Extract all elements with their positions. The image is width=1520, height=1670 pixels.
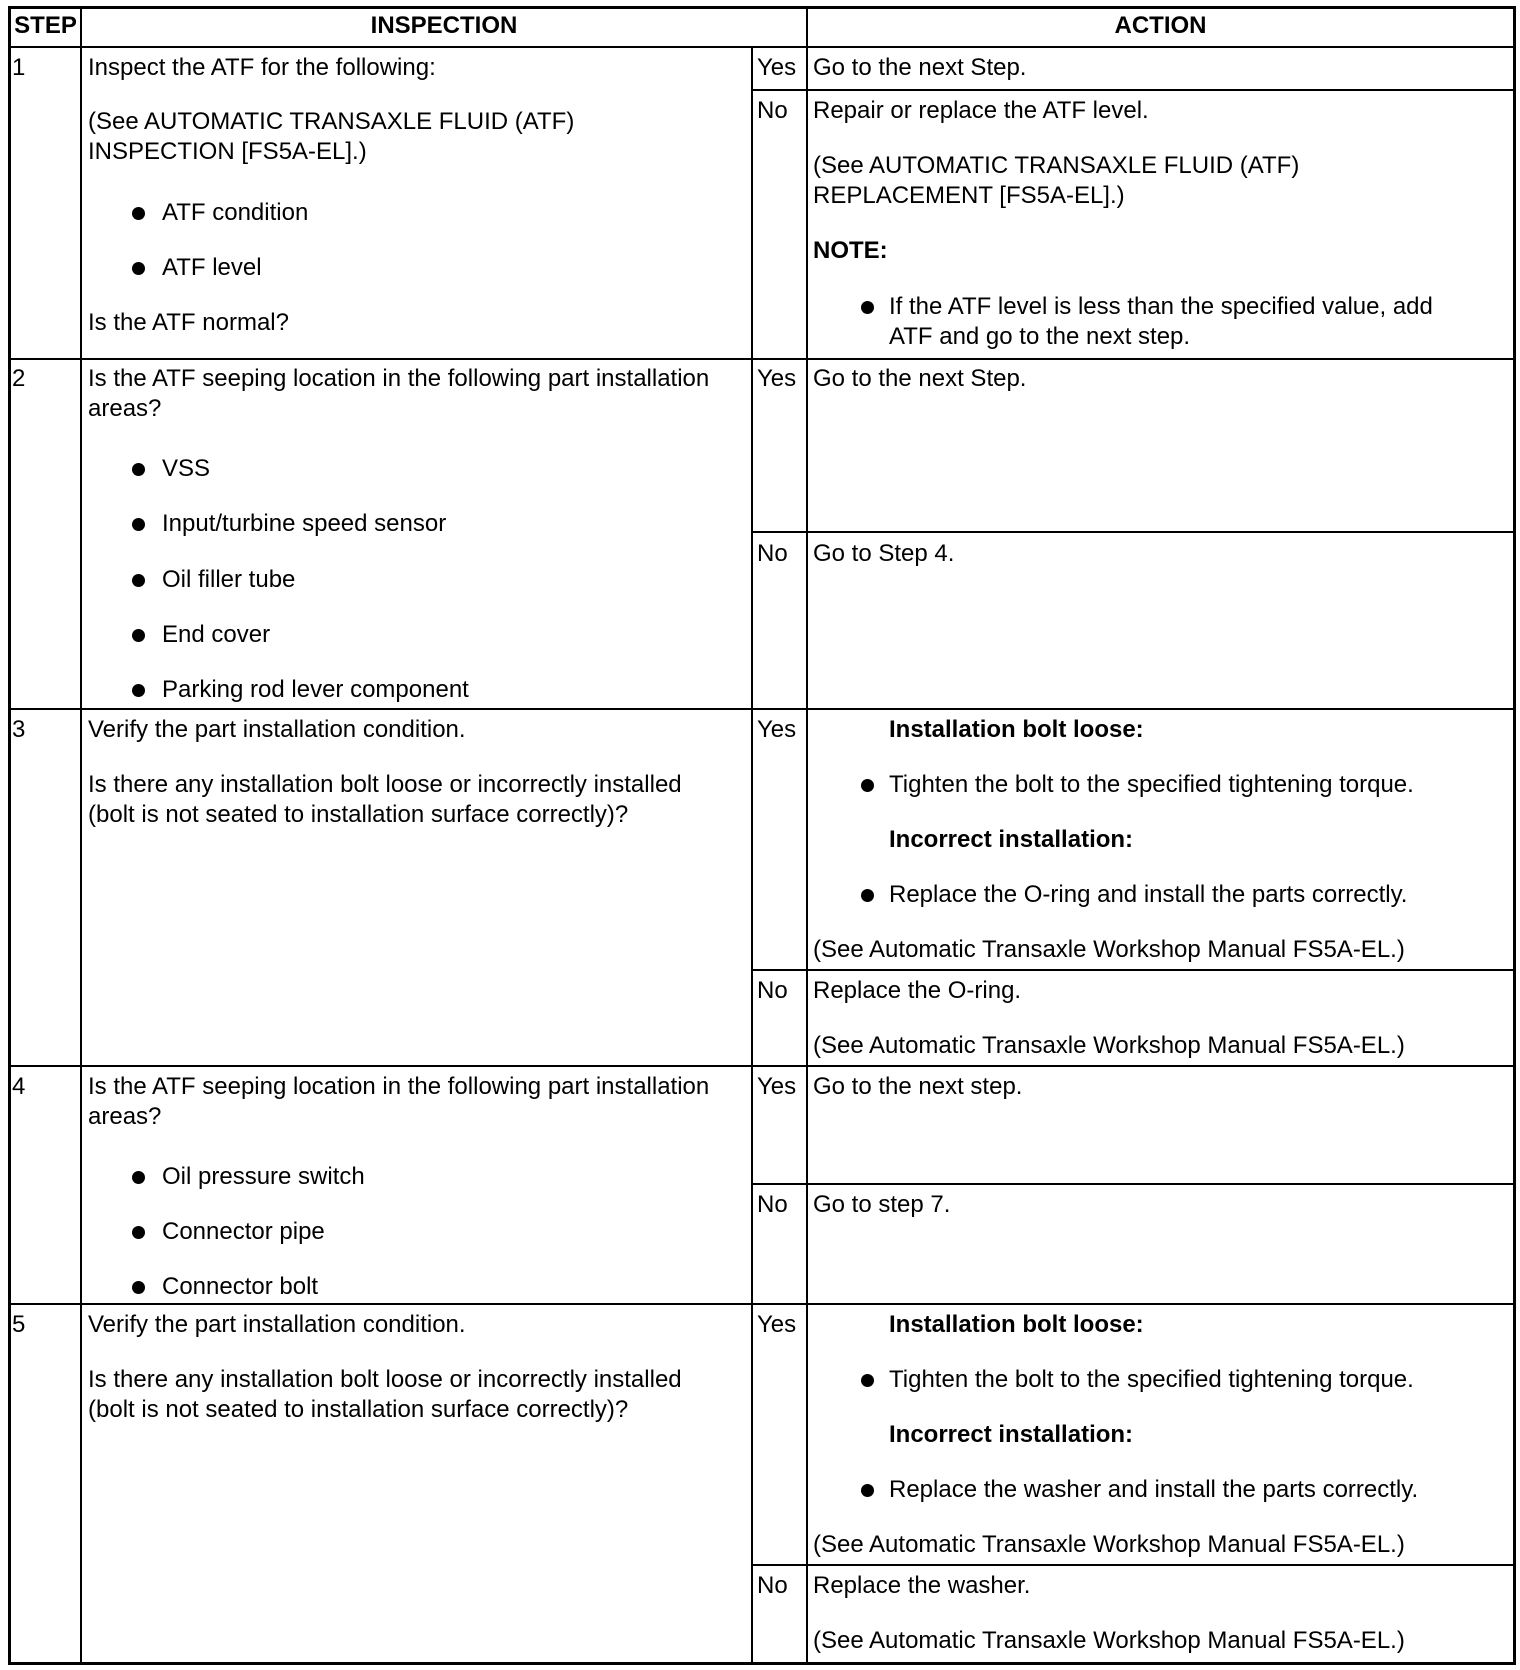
inspection-text: Is there any installation bolt loose or incorrectly installed: [88, 1366, 682, 1393]
bullet-icon: [132, 574, 145, 587]
note-text: ATF and go to the next step.: [889, 323, 1191, 350]
bullet-icon: [861, 889, 874, 902]
inspection-text: (bolt is not seated to installation surface correctly)?: [88, 801, 629, 828]
bullet-icon: [132, 463, 145, 476]
action-text: Replace the washer.: [813, 1572, 1031, 1599]
step-number: 3: [12, 716, 26, 743]
action-reference: (See Automatic Transaxle Workshop Manual FS5A-EL.): [813, 936, 1405, 963]
header-inspection: INSPECTION: [370, 12, 518, 39]
bullet-icon: [132, 1171, 145, 1184]
action-text: Go to the next step.: [813, 1073, 1023, 1100]
bullet-icon: [861, 301, 874, 314]
no-label: No: [757, 977, 788, 1004]
inspection-text: areas?: [88, 395, 162, 422]
inspection-bullet: Oil pressure switch: [162, 1163, 365, 1190]
action-bullet: Replace the O-ring and install the parts correctly.: [889, 881, 1408, 908]
inspection-text: (bolt is not seated to installation surface correctly)?: [88, 1396, 629, 1423]
action-heading: Incorrect installation:: [889, 826, 1134, 853]
note-label: NOTE:: [813, 237, 888, 264]
inspection-bullet: Parking rod lever component: [162, 676, 469, 703]
step-number: 1: [12, 54, 26, 81]
action-text: Repair or replace the ATF level.: [813, 97, 1149, 124]
yes-no-divider: [751, 531, 1516, 533]
header-action: ACTION: [1114, 12, 1207, 39]
header-divider: [8, 46, 1516, 48]
action-bullet: Replace the washer and install the parts correctly.: [889, 1476, 1419, 1503]
inspection-bullet: End cover: [162, 621, 271, 648]
yes-label: Yes: [757, 716, 797, 743]
no-label: No: [757, 97, 788, 124]
action-text: Replace the O-ring.: [813, 977, 1022, 1004]
bullet-icon: [132, 629, 145, 642]
inspection-bullet: ATF level: [162, 254, 262, 281]
note-text: If the ATF level is less than the specified value, add: [889, 293, 1433, 320]
action-reference: (See Automatic Transaxle Workshop Manual FS5A-EL.): [813, 1032, 1405, 1059]
row-divider: [8, 358, 1516, 360]
action-text: (See AUTOMATIC TRANSAXLE FLUID (ATF): [813, 152, 1300, 179]
action-reference: (See Automatic Transaxle Workshop Manual FS5A-EL.): [813, 1531, 1405, 1558]
yes-no-divider: [751, 89, 1516, 91]
bullet-icon: [132, 518, 145, 531]
bullet-icon: [861, 1374, 874, 1387]
yes-no-divider: [751, 1564, 1516, 1566]
step-number: 5: [12, 1311, 26, 1338]
bullet-icon: [132, 684, 145, 697]
inspection-bullet: Connector bolt: [162, 1273, 319, 1300]
action-heading: Incorrect installation:: [889, 1421, 1134, 1448]
yes-label: Yes: [757, 1311, 797, 1338]
action-heading: Installation bolt loose:: [889, 716, 1144, 743]
inspection-bullet: ATF condition: [162, 199, 309, 226]
diagnostic-table: [8, 6, 1516, 1665]
yes-label: Yes: [757, 1073, 797, 1100]
action-text: Go to the next Step.: [813, 54, 1027, 81]
no-label: No: [757, 1191, 788, 1218]
inspection-text: Verify the part installation condition.: [88, 1311, 466, 1338]
header-step: STEP: [14, 12, 77, 39]
inspection-bullet: Input/turbine speed sensor: [162, 510, 447, 537]
action-bullet: Tighten the bolt to the specified tightening torque.: [889, 771, 1414, 798]
no-label: No: [757, 1572, 788, 1599]
action-heading: Installation bolt loose:: [889, 1311, 1144, 1338]
bullet-icon: [861, 779, 874, 792]
column-divider: [751, 46, 753, 1665]
row-divider: [8, 708, 1516, 710]
inspection-bullet: Connector pipe: [162, 1218, 325, 1245]
inspection-bullet: VSS: [162, 455, 211, 482]
inspection-text: areas?: [88, 1103, 162, 1130]
row-divider: [8, 1065, 1516, 1067]
inspection-text: (See AUTOMATIC TRANSAXLE FLUID (ATF): [88, 108, 575, 135]
row-divider: [8, 1303, 1516, 1305]
column-divider: [806, 6, 808, 1665]
yes-label: Yes: [757, 54, 797, 81]
inspection-question: Is the ATF normal?: [88, 309, 289, 336]
action-reference: (See Automatic Transaxle Workshop Manual FS5A-EL.): [813, 1627, 1405, 1654]
bullet-icon: [132, 262, 145, 275]
bullet-icon: [132, 207, 145, 220]
step-number: 2: [12, 365, 26, 392]
column-divider: [80, 6, 82, 1665]
step-number: 4: [12, 1073, 26, 1100]
yes-no-divider: [751, 1183, 1516, 1185]
bullet-icon: [861, 1484, 874, 1497]
inspection-text: Is there any installation bolt loose or incorrectly installed: [88, 771, 682, 798]
bullet-icon: [132, 1226, 145, 1239]
yes-label: Yes: [757, 365, 797, 392]
action-text: Go to step 7.: [813, 1191, 951, 1218]
bullet-icon: [132, 1281, 145, 1294]
yes-no-divider: [751, 969, 1516, 971]
inspection-bullet: Oil filler tube: [162, 566, 296, 593]
no-label: No: [757, 540, 788, 567]
inspection-text: Is the ATF seeping location in the following part installation: [88, 1073, 710, 1100]
action-text: REPLACEMENT [FS5A-EL].): [813, 182, 1125, 209]
action-bullet: Tighten the bolt to the specified tightening torque.: [889, 1366, 1414, 1393]
action-text: Go to the next Step.: [813, 365, 1027, 392]
inspection-text: Inspect the ATF for the following:: [88, 54, 436, 81]
inspection-text: Verify the part installation condition.: [88, 716, 466, 743]
action-text: Go to Step 4.: [813, 540, 955, 567]
inspection-text: INSPECTION [FS5A-EL].): [88, 138, 367, 165]
inspection-text: Is the ATF seeping location in the following part installation: [88, 365, 710, 392]
